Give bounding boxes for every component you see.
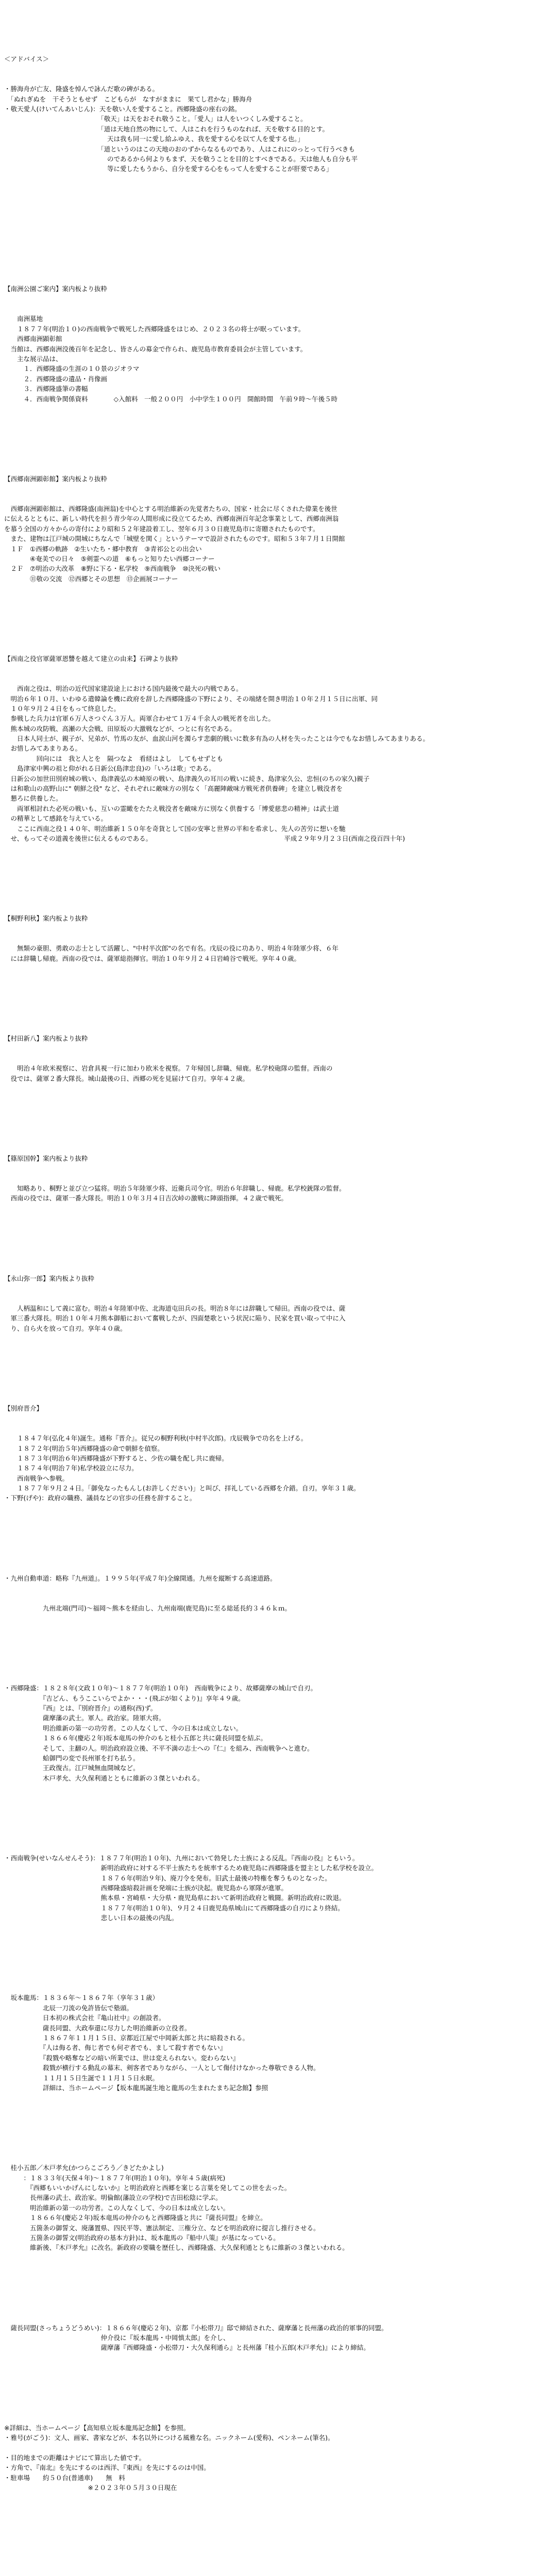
murata-section xyxy=(4,1013,550,1104)
text-line: １８６７年１１月１５日、京都近江屋で中岡新太郎と共に暗殺される。 xyxy=(4,2034,249,2042)
text-line: １８７６年(明治９年)、廃刀令を発布。旧武士最後の特権を奪うものとなった。 xyxy=(4,1874,331,1882)
text-line: せ、もってその道義を後世に伝えるものである。 平成２９年９月２３日(西南之役百四十年) xyxy=(4,835,405,842)
kyushu-line-2: 九州北端(門司)〜福岡〜熊本を経由し、九州南端(鹿児島)に至る総延長約３４６ｋｍ。 xyxy=(4,1604,292,1612)
text-line: 薩摩藩の武士。軍人。政治家。陸軍大将。 xyxy=(4,1714,165,1722)
text-line: ２Ｆ ⑦明治の大改革 ⑧野に下る・私学校 ⑨西南戦争 ⑩決死の戦い xyxy=(4,565,221,573)
text-line: お惜しみてあまりある。 xyxy=(4,744,82,753)
kirino-title: 【桐野利秋】案内板より抜粋 xyxy=(4,914,88,923)
text-line: 北辰一刀流の免許皆伝で塾頭。 xyxy=(4,2004,133,2012)
text-line: 『殺戮や略奪などの暗い所業では、世は変えられない。変わらない』 xyxy=(4,2054,240,2062)
text-line: 殺戮が横行する動乱の幕末、剣客者でありながら、一人として傷付けなかった尊敬できる人物。 xyxy=(4,2064,320,2072)
text-line: に伝えるとともに、新しい時代を担う青少年の人間形成に役立てるため、西郷南洲百年記念事業として、西郷南洲翁 xyxy=(4,515,339,523)
kirino-section xyxy=(4,893,550,984)
text-line: 知略あり、桐野と並び立つ猛将。明治５年陸軍少将、近衛兵司令官。明治６年辞職し、帰鹿。私学校銃隊の監督。 xyxy=(4,1184,346,1193)
text-line: 桂小五郎／木戸孝允(かつらこごろう／きどたかよし) xyxy=(4,2164,164,2172)
text-line: 両軍相討れた必死の戦いも、互いの霊瞰をたたえ戦没者を敵味方に別なく供養する「博愛慈悲の精神」は武士道 xyxy=(4,804,340,812)
text-line: り、自ら火を放って自刃。享年４０歳。 xyxy=(4,1324,127,1332)
text-line: 西郷南洲顕彰館 xyxy=(4,335,62,343)
text-line: 詳細は、当ホームページ【坂本龍馬誕生地と龍馬の生まれたまち記念館】参照 xyxy=(4,2084,268,2092)
text-line: ・駐車場 約５０台(普通車) 無 料 xyxy=(4,2473,125,2482)
text-line: １．西郷隆盛の生涯の１０景のジオラマ xyxy=(4,365,140,373)
sakamoto-section xyxy=(4,1973,550,2113)
satcho-section xyxy=(4,2303,550,2373)
text-line: 明治維新の第一の功労者。この人なくして、今の日本は成立しない。 xyxy=(4,1724,243,1732)
text-line: 無類の豪胆、勇敢の志士として活躍し、"中村半次郎"の名で有名。戊辰の役に功あり、明治４年陸軍少将、６年 xyxy=(4,944,339,953)
beppu-title: 【別府晋介】 xyxy=(4,1404,43,1412)
saigo-section xyxy=(4,1663,550,1803)
text-line: 「敬天」は天をおそれ敬うこと。「愛人」は人をいつくしみ愛すること。 xyxy=(4,115,307,123)
kirino-lines xyxy=(4,943,550,963)
text-line: ３．西郷隆盛筆の書幅 xyxy=(4,385,88,393)
text-line: １８７４年(明治７年)私学校設立に尽力。 xyxy=(4,1464,138,1472)
text-line: ※２０２３年０５月３０日現在 xyxy=(4,2483,177,2492)
text-line: 懇ろに供養した。 xyxy=(4,794,62,803)
text-line: 人柄温和にして義に富む。明治４年陸軍中佐、北海道屯田兵の長。明治８年には辞職して帰田。西南の役では、薩 xyxy=(4,1304,346,1312)
shinohara-section xyxy=(4,1133,550,1224)
text-line: 明治維新の第一の功労者。この人なくして、今の日本は成立しない。 xyxy=(4,2204,230,2212)
advice-section xyxy=(4,34,550,194)
seinan-section xyxy=(4,1833,550,1943)
text-line: 熊本県・宮崎県・大分県・鹿児島県において新明治政府と戦闘。新明治政府に敗退。 xyxy=(4,1894,346,1902)
murata-title: 【村田新八】案内板より抜粋 xyxy=(4,1035,88,1043)
text-line: １８４７年(弘化４年)誕生。通称『晋介』。従兄の桐野利秋(中村半次郎)。戊辰戦争で功名を上げる。 xyxy=(4,1434,308,1443)
text-line: 『人は侮る者、侮じ者でも何ぞ者でも、まして殺す者でもない』 xyxy=(4,2044,227,2052)
text-line: ４．西南戦争関係資料 ◇入館料 一般２００円 小中学生１００円 開館時間 午前９時〜午後５時 xyxy=(4,395,338,403)
text-line: 役では、薩軍２番大隊長。城山最後の日、西郷の死を見届けて自刃。享年４２歳。 xyxy=(4,1074,249,1082)
text-line: ここに西南之役１４０年、明治維新１５０年を奇貨として国の安寧と世界の平和を希求し、先人の苦労に想いを馳 xyxy=(4,824,346,833)
text-line: 薩長同盟(さっちょうどうめい)：１８６６年(慶応２年)、京都『小松帯刀』邸で締結された、薩摩藩と長州藩の政治的軍事的同盟。 xyxy=(4,2324,388,2332)
notes-lines xyxy=(4,2423,550,2493)
kenshokan-title: 【西郷南洲顕彰館】案内板より抜粋 xyxy=(4,474,108,483)
text-line: 熊本城の攻防戦、高瀬の大会戦、田原坂の大激戦などが、つとに有名である。 xyxy=(4,724,236,733)
text-line: １８６６年(慶応２年)坂本竜馬の仲介のもと桂小五郎と共に薩長同盟を結ぶ。 xyxy=(4,1734,267,1742)
text-line: 王政復古。江戸城無血開城など。 xyxy=(4,1764,140,1772)
text-line: の精華として感銘を与えている。 xyxy=(4,815,108,823)
text-line: 軍三番大隊長。明治１０年４月熊本御船において奮戦したが、四面楚歌という状況に陥り、民家を買い取って中に入 xyxy=(4,1314,346,1323)
text-line: 西南の役では、薩軍一番大隊長。明治１０年３月４日吉次峠の激戦に陣頭指揮。４２歳で戦死。 xyxy=(4,1194,288,1202)
text-line: ・方角で、『南北』を先にするのは西洋、『東西』を先にするのは中国。 xyxy=(4,2464,210,2472)
text-line: また、建物は江戸城の開城にちなんで「城壁を関く」というテーマで設計されたものです。昭和５３年７月１日開館 xyxy=(4,535,345,543)
murata-lines xyxy=(4,1063,550,1083)
text-line: 西南戦争へ参戦。 xyxy=(4,1474,69,1482)
text-line: 薩摩藩『西郷隆盛・小松帯刀・大久保利通ら』と長州藩『桂小五郎(木戸孝允)』により締結。 xyxy=(4,2344,370,2352)
text-line: １８７７年(明治１０)の西南戦争で戦死した西郷隆盛をはじめ、２０２３名の将士が眠っています。 xyxy=(4,325,305,333)
text-line: １０年９月２４日をもって終息した。 xyxy=(4,704,121,713)
kyushu-line-1: ・九州自動車道：略称『九州道』。１９９５年(平成７年)全線開通。九州を縦断する高速道路。 xyxy=(4,1574,277,1582)
beppu-lines xyxy=(4,1433,550,1503)
text-line: 薩長同盟、大政奉還に尽力した明治維新の立役者。 xyxy=(4,2024,191,2032)
seinan-lines xyxy=(4,1853,550,1923)
shinohara-title: 【篠原国幹】案内板より抜粋 xyxy=(4,1154,88,1162)
text-line: を慕う全国の方々からの寄付により昭和５２年建設着工し、翌年６月３０日鹿児島市に寄贈されたものです。 xyxy=(4,524,319,533)
text-line: 五箇条の御誓文(明治政府の基本方針)は、坂本龍馬の『船中八策』が基になっている。 xyxy=(4,2233,280,2242)
text-line: ・西郷隆盛：１８２８年(文政１０年)〜１８７７年(明治１０年) 西南戦争により、故郷薩摩の城山で自刃。 xyxy=(4,1684,317,1692)
katsura-lines xyxy=(4,2163,550,2253)
kyushu-section xyxy=(4,1553,550,1633)
text-line: 蛤御門の変で長州軍を打ち払う。 xyxy=(4,1754,140,1762)
text-line: ：１８３３年(天保４年)〜１８７７年(明治１０年)。享年４５歳(病死) xyxy=(4,2174,226,2182)
tashiro-title: 【西南之役官軍薩軍恩讐を越えて建立の由来】石碑より抜粋 xyxy=(4,654,178,663)
text-line: ・雅号(がごう)：文人、画家、書家などが、本名以外につける風雅な名。ニックネーム(愛称)、ペンネーム(筆名)。 xyxy=(4,2434,334,2442)
nagayama-title: 【永山弥一郎】案内板より抜粋 xyxy=(4,1274,95,1282)
advice-lines xyxy=(4,84,550,174)
text-line: ・西南戦争(せいなんせんそう)：１８７７年(明治１０年)、九州において勃発した士族による反乱。『西南の役』ともいう。 xyxy=(4,1854,359,1862)
nagayama-lines xyxy=(4,1303,550,1333)
text-line: １Ｆ ①西郷の軌跡 ②生いたち・郷中教育 ③青祁公との出会い xyxy=(4,545,202,553)
text-line: 日本初の株式会社『亀山社中』の創設者。 xyxy=(4,2014,165,2022)
text-line: 悲しい日本の最後の内乱。 xyxy=(4,1914,178,1922)
text-line: １８７７年９月２４日。「御免なったもんし(お許しください)」と叫び、拝礼している西郷を介錯。自刃。享年３１歳。 xyxy=(4,1484,360,1493)
text-line: 「道というのはこの天地のおのずからなるものであり、人はこれにのっとって行うべきも xyxy=(4,145,355,153)
text-line: 等に愛したもうから、自分を愛する心をもって人を愛することが肝要である」 xyxy=(4,165,333,173)
text-line: 「道は天地自然の物にして、人はこれを行うものなれば、天を敬する目的とす。 xyxy=(4,125,329,133)
text-line: には辞職し帰鹿。西南の役では、薩軍総指揮官。明治１０年９月２４日岩崎谷で戦死。享年４０歳。 xyxy=(4,954,301,962)
text-line: 西南之役は、明治の近代国家建設途上における国内最後で最大の内戦である。 xyxy=(4,685,243,693)
text-line: 西郷隆盛暗殺計画を発端に士族が決起。鹿児島から軍隊が進軍。 xyxy=(4,1884,288,1892)
nanshu-park-title: 【南洲公園ご案内】案内板より抜粋 xyxy=(4,285,108,293)
text-line: 明治６年１０月、いわゆる遣韓論を機に政府を辞した西郷隆盛の下野により、その端緒を開き明治１０年２月１５日に出軍、同 xyxy=(4,694,378,703)
beppu-section xyxy=(4,1383,550,1523)
text-line: のであるから何よりもまず、天を敬うことを目的とすべきである。天は他人も自分も平 xyxy=(4,155,358,163)
spacer xyxy=(4,224,550,234)
text-line: は和歌山の高野山に" 朝鮮之役" など、それぞれに敵味方の別なく「高麗陣敵味方戦死者供養碑」を建立し戦没者を xyxy=(4,785,343,793)
text-line: 参戦した兵力は官軍６万人さつぐん３万人。両軍合わせて１万４千余人の戦死者を出した。 xyxy=(4,715,275,723)
text-line: そして、主翻の人。明治政府設立後、不平不満の志士への『仁』を組み、西南戦争へと進む。 xyxy=(4,1744,314,1752)
text-line: １８７２年(明治５年)西郷隆盛の命で朝鮮を偵察。 xyxy=(4,1444,164,1452)
text-line: 「ぬれぎぬを 干そうともせず こどもらが なすがままに 果てし君かな」勝海舟 xyxy=(4,95,252,103)
text-line: 木戸孝允、大久保利通とともに維新の３傑といわれる。 xyxy=(4,1774,204,1782)
sakamoto-lines xyxy=(4,1993,550,2093)
text-line: ・目的地までの距離はナビにて算出した値です。 xyxy=(4,2453,146,2462)
text-line: 明治４年欧米視察に、岩倉具視一行に加わり欧米を視察。７年帰国し辞職、帰鹿。私学校砲隊の監督。西南の xyxy=(4,1064,333,1073)
advice-header: ＜アドバイス＞ xyxy=(4,55,49,63)
text-line: 日新公の加世田別府城の戦い、島津義弘の木崎原の戦い、島津義久の耳川の戦いに続き、島津家久公、忠恒(のちの家久)親子 xyxy=(4,774,370,783)
text-line: ２．西郷隆盛の遺品・肖像画 xyxy=(4,375,108,383)
kenshokan-lines xyxy=(4,504,550,584)
text-line: 五箇条の御誓文、廃藩置県、四民平等、憲法制定、三権分立、などを明治政府に提言し推行させる。 xyxy=(4,2224,320,2232)
tashiro-section xyxy=(4,634,550,863)
text-line: 坂本龍馬：１８３６年〜１８６７年（享年３１歳） xyxy=(4,1994,159,2002)
document-page xyxy=(4,4,550,2576)
text-line: 天は我も同一に愛し給ふゆえ、我を愛する心を以て人を愛する也。」 xyxy=(4,135,304,143)
saigo-lines xyxy=(4,1683,550,1783)
notes-section xyxy=(4,2403,550,2513)
text-line: ・敬天愛人(けいてんあいじん)：天を敬い人を愛すること。西郷隆盛の座右の銘。 xyxy=(4,105,241,113)
shinohara-lines xyxy=(4,1183,550,1204)
spacer xyxy=(4,2543,550,2552)
text-line: 『西』とは、『別府晋介』の通称(西)ず。 xyxy=(4,1704,157,1712)
text-line: 仲介役に『坂本龍馬・中岡慎太郎』を介し、 xyxy=(4,2333,230,2342)
text-line: 『西郷もいいかげんにしないか』と明治政府と西郷を案じる言葉を発してこの世を去った。 xyxy=(4,2184,291,2192)
text-line: １８６６年(慶応２年)坂本竜馬の仲介のもと西郷隆盛と共に『薩長同盟』を締立。 xyxy=(4,2214,267,2222)
text-line: ⑪敬の交流 ⑫西郷とその思想 ⑬企画展コーナー xyxy=(4,574,178,583)
nagayama-section xyxy=(4,1253,550,1353)
text-line: 日本人同士が、親子が、兄弟が、竹馬の友が、血涙山河を濁らす悲劇的戦いに数多有為の人材を失ったことは今でもなお惜しみてあまりある。 xyxy=(4,735,430,743)
text-line: １８７３年(明治６年)西郷隆盛が下野すると、少佐の職を配し共に鹿帰。 xyxy=(4,1454,228,1462)
kenshokan-section xyxy=(4,454,550,604)
text-line: 島津家中興の祖と仰がれる日新公(島津忠良)の「いろは歌」である。 xyxy=(4,765,215,773)
text-line: 当館は、西郷南洲没後百年を記念し、皆さんの募金で作られ、鹿児島市教育委員会が主管しています。 xyxy=(4,345,307,353)
nanshu-park-lines xyxy=(4,314,550,404)
text-line: 回向には 我と人とを 隔つなよ 看経はよし してもせずとも xyxy=(4,754,224,762)
text-line: ・勝海舟が亡友、隆盛を悼んで詠んだ歌の碑がある。 xyxy=(4,85,159,93)
text-line: 長州藩の武士、政治家。明倫館(藩設立の学校)で吉田松陰に学ぶ。 xyxy=(4,2194,222,2202)
text-line: 『吉どん、もうここいらでよか・・・(飛ぶが如くより)』享年４９歳。 xyxy=(4,1694,245,1702)
text-line: ④奄美での日々 ⑤剣霊への道 ⑥もっと知りたい西郷コーナー xyxy=(4,554,215,563)
text-line: ※詳細は、当ホームページ【高知県立坂本龍馬記念館】を参照。 xyxy=(4,2424,190,2432)
text-line: 新明治政府に対する不平士族たちを統率するため鹿児島に西郷隆盛を盟主とした私学校を設立。 xyxy=(4,1864,378,1872)
text-line: １１月１５日生誕で１１月１５日永眠。 xyxy=(4,2074,159,2082)
tashiro-lines xyxy=(4,684,550,843)
nanshu-park-section xyxy=(4,264,550,423)
text-line xyxy=(4,2443,550,2452)
text-line: １８７７年(明治１０年)、９月２４日鹿児島県城山にて西郷隆盛の自刃により終結。 xyxy=(4,1904,344,1912)
text-line: 南洲墓地 xyxy=(4,315,43,323)
text-line: ・下野(げや)：政府の職務、議員などの官歩の任務を辞すること。 xyxy=(4,1494,196,1502)
text-line: 維新後、『木戸孝允』に改名。新政府の要職を歴任し、西郷隆盛、大久保利通とともに維新の３傑といわれる。 xyxy=(4,2244,349,2252)
text-line: 主な展示品は、 xyxy=(4,354,62,363)
satcho-lines xyxy=(4,2323,550,2353)
katsura-section xyxy=(4,2143,550,2273)
text-line: 西郷南洲顕彰館は、西郷隆盛(南洲翁)を中心とする明治維新の先覚者たちの、国家・社会に尽くされた偉業を後世 xyxy=(4,504,337,513)
